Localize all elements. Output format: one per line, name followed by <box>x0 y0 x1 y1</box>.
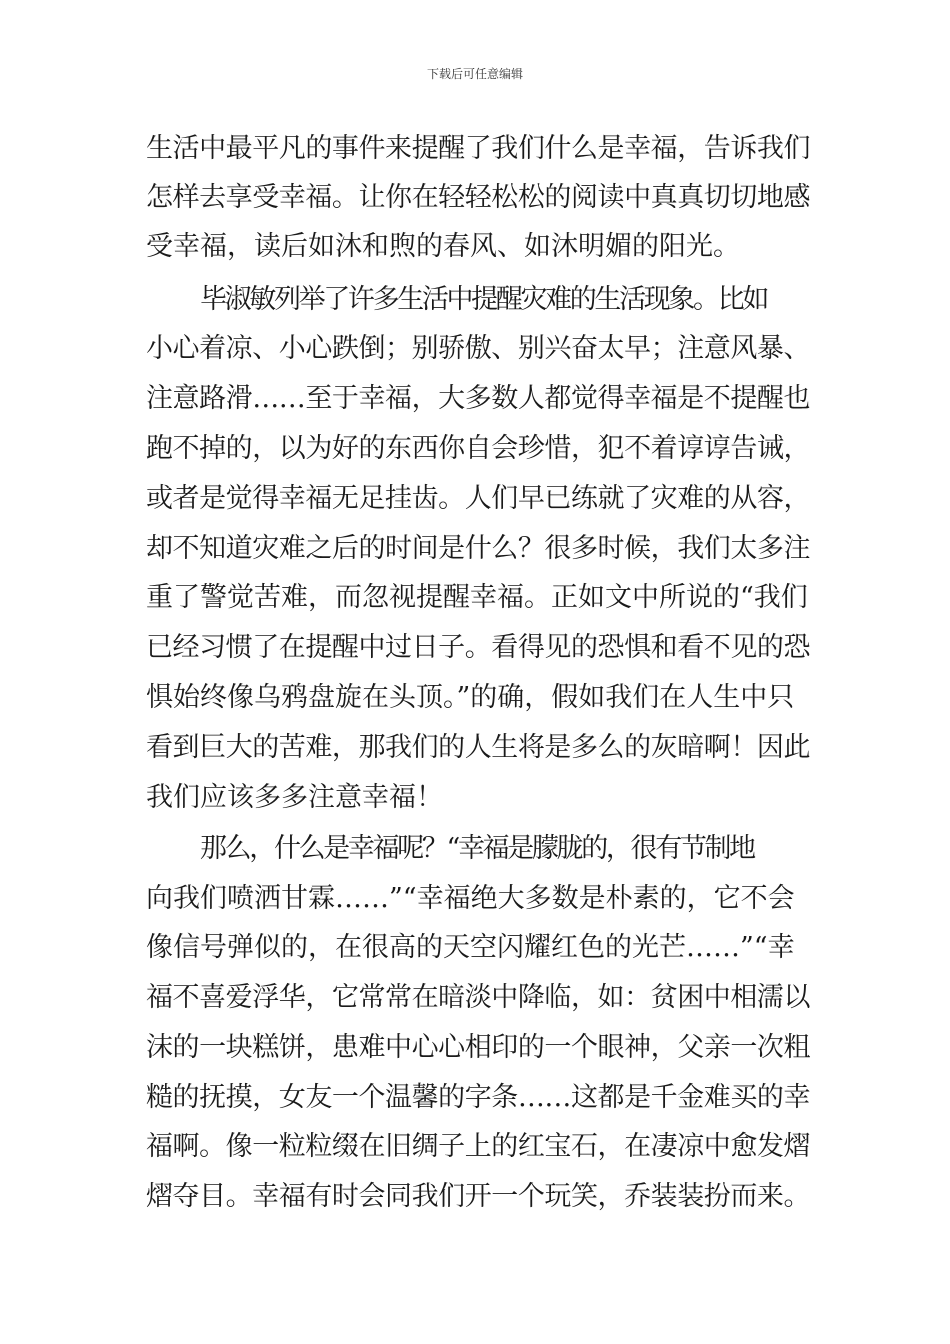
text-line: 已经习惯了在提醒中过日子。看得见的恐惧和看不见的恐 <box>146 632 810 663</box>
text-line: 向我们喷洒甘霖……”“幸福绝大多数是朴素的，它不会 <box>146 883 795 914</box>
text-line: 沫的一块糕饼，患难中心心相印的一个眼神，父亲一次粗 <box>146 1032 810 1063</box>
text-line: 熠夺目。幸福有时会同我们开一个玩笑，乔装装扮而来。 <box>146 1181 810 1212</box>
text-line: 惧始终像乌鸦盘旋在头顶。”的确，假如我们在人生中只 <box>146 682 795 713</box>
text-line: 怎样去享受幸福。让你在轻轻松松的阅读中真真切切地感 <box>146 182 810 213</box>
text-line: 小心着凉、小心跌倒；别骄傲、别兴奋太早；注意风暴、 <box>146 333 810 364</box>
text-line: 像信号弹似的，在很高的天空闪耀红色的光芒……”“幸 <box>146 932 795 963</box>
text-line: 福啊。像一粒粒缀在旧绸子上的红宝石，在凄凉中愈发熠 <box>146 1131 810 1162</box>
text-line: 跑不掉的，以为好的东西你自会珍惜，犯不着谆谆告诫， <box>146 433 810 464</box>
paragraph-first-line: 毕淑敏列举了许多生活中提醒灾难的生活现象。比如 <box>200 284 767 315</box>
page-header: 下载后可任意编辑 <box>426 67 523 81</box>
text-line: 重了警觉苦难，而忽视提醒幸福。正如文中所说的“我们 <box>146 582 808 613</box>
paragraph-first-line: 那么，什么是幸福呢？“幸福是朦胧的，很有节制地 <box>200 833 754 864</box>
text-line: 注意路滑……至于幸福，大多数人都觉得幸福是不提醒也 <box>146 383 810 414</box>
text-line: 我们应该多多注意幸福！ <box>146 782 443 813</box>
text-line: 生活中最平凡的事件来提醒了我们什么是幸福，告诉我们 <box>146 133 810 164</box>
text-line: 看到巨大的苦难，那我们的人生将是多么的灰暗啊！因此 <box>146 732 810 763</box>
text-line: 福不喜爱浮华，它常常在暗淡中降临，如：贫困中相濡以 <box>146 982 810 1013</box>
text-line: 受幸福，读后如沐和煦的春风、如沐明媚的阳光。 <box>146 231 740 262</box>
text-line: 或者是觉得幸福无足挂齿。人们早已练就了灾难的从容， <box>146 483 810 514</box>
text-line: 却不知道灾难之后的时间是什么？很多时候，我们太多注 <box>146 533 810 564</box>
text-line: 糙的抚摸，女友一个温馨的字条……这都是千金难买的幸 <box>146 1082 810 1113</box>
